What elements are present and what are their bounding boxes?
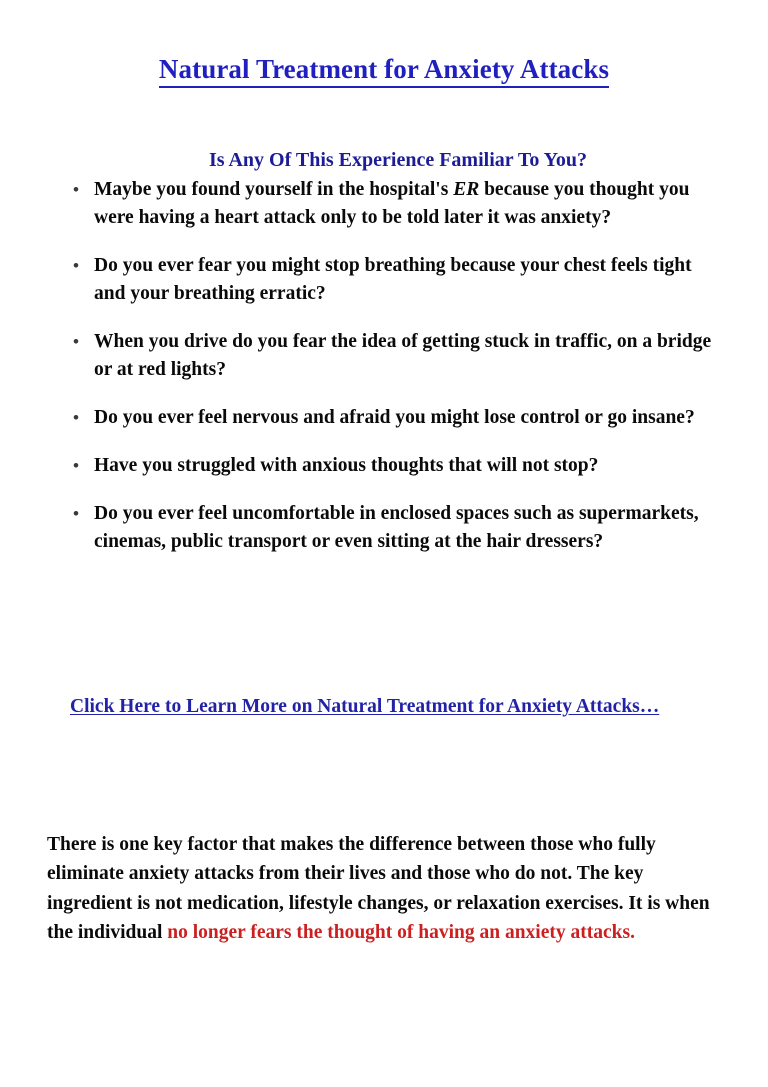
question-list [64, 176, 724, 556]
page-subtitle: Is Any Of This Experience Familiar To You? [208, 148, 588, 171]
list-item-text [94, 331, 711, 380]
list-item-text [94, 503, 699, 552]
page-title-text: Natural Treatment for Anxiety Attacks [159, 54, 609, 88]
bullet-icon: • [73, 256, 79, 275]
list-item-lead: Do you ever feel uncomfortable in enclosed spaces such as supermarkets, cinemas, public transport or even sitting at the hair dressers? [94, 503, 699, 552]
list-item-lead: Have you struggled with anxious thoughts that will not stop? [94, 455, 599, 476]
bullet-icon: • [73, 332, 79, 351]
list-item-emphasis: ER [453, 179, 480, 200]
cta-link-container [70, 692, 710, 721]
list-item [64, 176, 724, 232]
list-item-text [94, 407, 695, 428]
list-item-tail: because you thought you were having a heart attack only to be told later it was anxiety? [94, 179, 690, 228]
list-item [64, 252, 724, 308]
bullet-icon: • [73, 456, 79, 475]
closing-paragraph-highlight: no longer fears the thought of having an anxiety attacks. [167, 922, 635, 943]
list-item [64, 500, 724, 556]
closing-paragraph [47, 830, 713, 948]
list-item-lead: Maybe you found yourself in the hospital's [94, 179, 454, 200]
list-item-lead: Do you ever fear you might stop breathing because your chest feels tight and your breathing erratic? [94, 255, 692, 304]
list-item [64, 452, 724, 480]
bullet-icon: • [73, 504, 79, 523]
page-title [0, 54, 768, 88]
list-item-text [94, 455, 598, 476]
list-item-lead: When you drive do you fear the idea of getting stuck in traffic, on a bridge or at red lights? [94, 331, 712, 380]
learn-more-link[interactable]: Click Here to Learn More on Natural Treatment for Anxiety Attacks… [70, 696, 660, 717]
bullet-icon: • [73, 180, 79, 199]
closing-paragraph-text: There is one key factor that makes the difference between those who fully eliminate anxiety attacks from their lives and those who do not. The key ingredient is not medication, lifestyle changes, or relaxation exercises. It is when the individual [47, 833, 710, 943]
list-item-text [94, 255, 692, 304]
list-item [64, 404, 724, 432]
list-item-lead: Do you ever feel nervous and afraid you might lose control or go insane? [94, 407, 695, 428]
bullet-icon: • [73, 408, 79, 427]
list-item-text [94, 179, 689, 228]
list-item [64, 328, 724, 384]
